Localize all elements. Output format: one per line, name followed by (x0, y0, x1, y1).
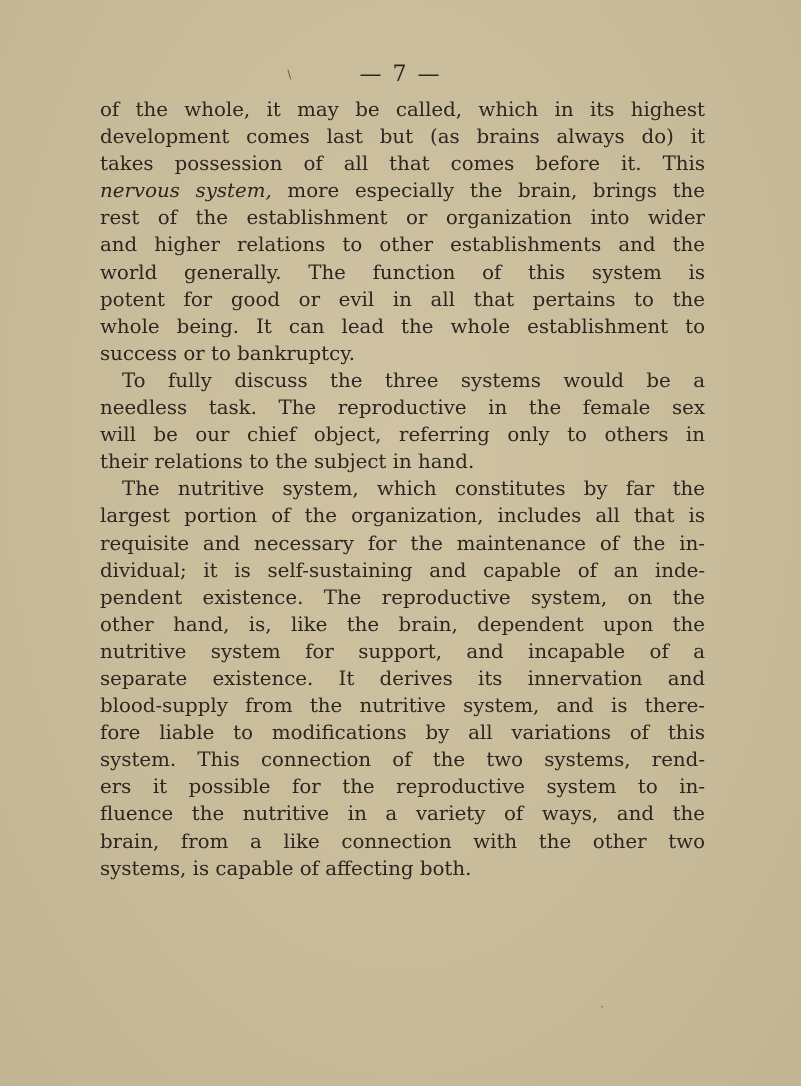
text-line: fore liable to modifications by all variations of this (100, 721, 705, 745)
text-line: dividual; it is self-sustaining and capable of an inde- (100, 558, 705, 582)
text-line: nutritive system for support, and incapable of a (100, 639, 705, 663)
text-line: systems, is capable of affecting both. (100, 856, 472, 880)
text-line: separate existence. It derives its innervation and (100, 666, 705, 690)
body-text (100, 96, 705, 882)
paragraph-1 (100, 96, 705, 367)
text-line: brain, from a like connection with the other two (100, 829, 705, 853)
text-line: rest of the establishment or organization into wider (100, 206, 705, 230)
text-line: development comes last but (as brains always do) it (100, 125, 705, 149)
text-line: their relations to the subject in hand. (100, 450, 475, 474)
text-line: system. This connection of the two systems, rend- (100, 748, 705, 772)
text-line: blood-supply from the nutritive system, and is there- (100, 694, 705, 718)
text-line: fluence the nutritive in a variety of ways, and the (100, 802, 705, 826)
text-line: world generally. The function of this system is (100, 260, 705, 284)
text-line: and higher relations to other establishments and the (100, 233, 705, 257)
ink-speck-icon: ⋅ (600, 1000, 605, 1014)
text-line: largest portion of the organization, includes all that is (100, 504, 705, 528)
ink-speck-icon: ∖ (285, 68, 293, 82)
text-line: needless task. The reproductive in the female sex (100, 396, 705, 420)
text-line: To fully discuss the three systems would be a (122, 368, 705, 392)
text-line: pendent existence. The reproductive system, on the (100, 585, 705, 609)
text-line: takes possession of all that comes before it. This (100, 152, 705, 176)
text-line: The nutritive system, which constitutes by far the (122, 477, 705, 501)
text-line: ers it possible for the reproductive system to in- (100, 775, 705, 799)
text-line: success or to bankruptcy. (100, 341, 356, 365)
italic-term: nervous system, (100, 179, 272, 203)
text-line: of the whole, it may be called, which in its highest (100, 98, 705, 121)
text-line: will be our chief object, referring only to others in (100, 423, 705, 447)
paragraph-2 (100, 367, 705, 475)
text-line-rest: more especially the brain, brings the (271, 179, 705, 203)
text-line: potent for good or evil in all that pertains to the (100, 287, 705, 311)
paragraph-3 (100, 475, 705, 881)
text-line: requisite and necessary for the maintenance of the in- (100, 531, 705, 555)
text-line (100, 177, 705, 204)
text-line: other hand, is, like the brain, dependent upon the (100, 612, 705, 636)
page-number: — 7 — (359, 62, 442, 87)
text-line: whole being. It can lead the whole establishment to (100, 314, 705, 338)
